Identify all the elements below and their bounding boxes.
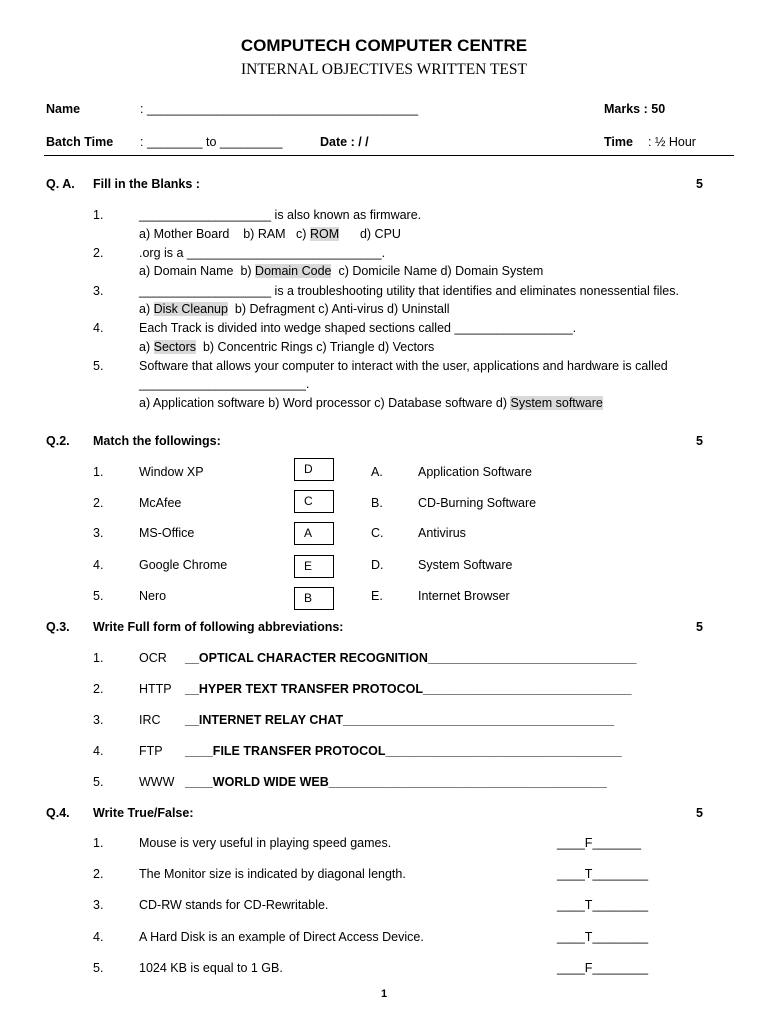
- highlighted-answer: System software: [510, 396, 603, 410]
- header-divider: [44, 155, 734, 156]
- abbr-term: FTP: [139, 744, 163, 758]
- q2-number: Q.2.: [46, 434, 70, 448]
- marks-label: Marks : 50: [604, 102, 666, 116]
- highlighted-answer: Disk Cleanup: [153, 302, 228, 316]
- tf-statement: Mouse is very useful in playing speed games.: [139, 836, 392, 850]
- tf-num: 2.: [93, 867, 104, 881]
- qa-marks: 5: [696, 177, 703, 191]
- match-num: 3.: [93, 526, 104, 540]
- abbr-full-form: __INTERNET RELAY CHAT_______________________________________: [185, 713, 615, 727]
- option-text: b): [240, 264, 252, 278]
- tf-statement: The Monitor size is indicated by diagonal length.: [139, 867, 406, 881]
- abbr-num: 4.: [93, 744, 104, 758]
- match-right: Internet Browser: [418, 589, 510, 603]
- tf-answer: ____F________: [557, 961, 649, 975]
- name-label: Name: [46, 102, 81, 116]
- option-text: a) Domain Name: [139, 264, 234, 278]
- match-left: MS-Office: [139, 526, 195, 540]
- tf-answer: ____T________: [557, 930, 649, 944]
- tf-answer: ____T________: [557, 898, 649, 912]
- abbr-full-form: ____WORLD WIDE WEB________________________________________: [185, 775, 607, 789]
- qa-item-num: 4.: [93, 321, 104, 335]
- option-text: a) Mother Board: [139, 227, 230, 241]
- match-right: System Software: [418, 558, 513, 572]
- tf-answer: ____F_______: [557, 836, 642, 850]
- name-field: : _______________________________________: [140, 102, 419, 116]
- match-answer-box: B: [294, 587, 334, 610]
- abbr-term: HTTP: [139, 682, 172, 696]
- q2-title: Match the followings:: [93, 434, 221, 448]
- match-answer-box: E: [294, 555, 334, 578]
- tf-answer: ____T________: [557, 867, 649, 881]
- match-num: 2.: [93, 496, 104, 510]
- abbr-term: IRC: [139, 713, 161, 727]
- option-text: b) Concentric Rings c) Triangle d) Vectors: [202, 340, 435, 354]
- match-right: CD-Burning Software: [418, 496, 537, 510]
- option-text: b) Defragment c) Anti-virus d) Uninstall: [234, 302, 450, 316]
- q3-number: Q.3.: [46, 620, 70, 634]
- match-letter: A.: [371, 465, 383, 479]
- qa-item-num: 3.: [93, 284, 104, 298]
- q3-title: Write Full form of following abbreviations:: [93, 620, 344, 634]
- abbr-num: 5.: [93, 775, 104, 789]
- highlighted-answer: Sectors: [153, 340, 196, 354]
- time-value: : ½ Hour: [648, 135, 696, 149]
- qa-item-options: [139, 302, 450, 316]
- page-title: COMPUTECH COMPUTER CENTRE: [240, 36, 528, 55]
- match-num: 4.: [93, 558, 104, 572]
- match-right: Application Software: [418, 465, 532, 479]
- qa-item-question: Each Track is divided into wedge shaped sections called _________________.: [139, 321, 577, 335]
- q2-marks: 5: [696, 434, 703, 448]
- qa-item-num: 5.: [93, 359, 104, 373]
- match-letter: B.: [371, 496, 383, 510]
- abbr-num: 1.: [93, 651, 104, 665]
- q3-marks: 5: [696, 620, 703, 634]
- qa-title: Fill in the Blanks :: [93, 177, 200, 191]
- page-number: 1: [380, 988, 388, 1000]
- qa-item-question: ___________________ is a troubleshooting utility that identifies and eliminates nonessential files.: [139, 284, 679, 298]
- abbr-num: 3.: [93, 713, 104, 727]
- tf-num: 4.: [93, 930, 104, 944]
- q4-title: Write True/False:: [93, 806, 194, 820]
- option-text: b) RAM: [243, 227, 286, 241]
- abbr-full-form: __HYPER TEXT TRANSFER PROTOCOL______________________________: [185, 682, 632, 696]
- match-answer-box: C: [294, 490, 334, 513]
- qa-item-options: [139, 264, 543, 278]
- qa-item-options: [139, 340, 434, 354]
- highlighted-answer: ROM: [309, 227, 340, 241]
- batch-time-field: : ________ to _________: [140, 135, 283, 149]
- highlighted-answer: Domain Code: [255, 264, 332, 278]
- abbr-full-form: __OPTICAL CHARACTER RECOGNITION______________________________: [185, 651, 637, 665]
- option-text: a): [139, 302, 151, 316]
- qa-item-question: .org is a ____________________________.: [139, 246, 386, 260]
- abbr-full-form: ____FILE TRANSFER PROTOCOL__________________________________: [185, 744, 622, 758]
- tf-statement: 1024 KB is equal to 1 GB.: [139, 961, 283, 975]
- abbr-num: 2.: [93, 682, 104, 696]
- match-left: Nero: [139, 589, 167, 603]
- match-right: Antivirus: [418, 526, 466, 540]
- option-text: a): [139, 340, 151, 354]
- qa-item-question-cont: ________________________.: [139, 377, 310, 391]
- abbr-term: WWW: [139, 775, 175, 789]
- option-text: c): [296, 227, 307, 241]
- tf-statement: A Hard Disk is an example of Direct Access Device.: [139, 930, 424, 944]
- qa-item-question: Software that allows your computer to interact with the user, applications and hardware is called: [139, 359, 668, 373]
- tf-num: 3.: [93, 898, 104, 912]
- match-answer-box: A: [294, 522, 334, 545]
- qa-item-num: 1.: [93, 208, 104, 222]
- q4-number: Q.4.: [46, 806, 70, 820]
- qa-number: Q. A.: [46, 177, 75, 191]
- batch-time-label: Batch Time: [46, 135, 114, 149]
- qa-item-options: [139, 227, 401, 241]
- tf-num: 1.: [93, 836, 104, 850]
- match-left: McAfee: [139, 496, 182, 510]
- qa-item-num: 2.: [93, 246, 104, 260]
- option-text: c) Domicile Name d) Domain System: [338, 264, 544, 278]
- date-label: Date : / /: [320, 135, 369, 149]
- abbr-term: OCR: [139, 651, 167, 665]
- tf-num: 5.: [93, 961, 104, 975]
- qa-item-question: ___________________ is also known as firmware.: [139, 208, 422, 222]
- match-num: 1.: [93, 465, 104, 479]
- option-text: a) Application software b) Word processor c) Database software d): [139, 396, 507, 410]
- match-letter: E.: [371, 589, 383, 603]
- match-answer-box: D: [294, 458, 334, 481]
- time-label: Time: [604, 135, 633, 149]
- qa-item-options: [139, 396, 603, 410]
- match-left: Window XP: [139, 465, 204, 479]
- match-left: Google Chrome: [139, 558, 228, 572]
- page-subtitle: INTERNAL OBJECTIVES WRITTEN TEST: [240, 61, 527, 78]
- match-num: 5.: [93, 589, 104, 603]
- q4-marks: 5: [696, 806, 703, 820]
- match-letter: C.: [371, 526, 384, 540]
- tf-statement: CD-RW stands for CD-Rewritable.: [139, 898, 329, 912]
- match-letter: D.: [371, 558, 384, 572]
- option-text: d) CPU: [359, 227, 401, 241]
